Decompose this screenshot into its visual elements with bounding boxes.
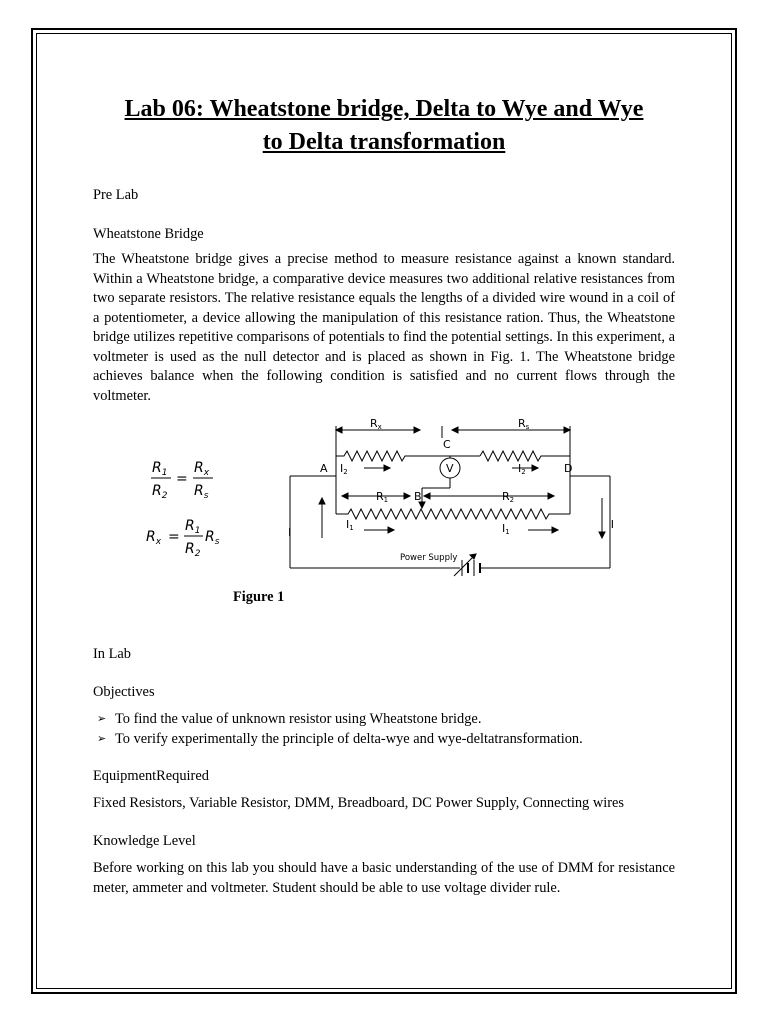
equipment-heading: EquipmentRequired xyxy=(93,768,209,784)
objective-text: To verify experimentally the principle of delta-wye and wye-deltatransformation. xyxy=(115,731,583,747)
r1-label: R1 xyxy=(376,490,389,504)
document-title xyxy=(80,93,688,159)
knowledge-text: Before working on this lab you should have a basic understanding of the use of DMM for resistance meter, ammeter and voltmeter. Student should be able to use voltage divider rule. xyxy=(93,860,675,896)
title-line-1: Lab 06: Wheatstone bridge, Delta to Wye and Wye xyxy=(124,96,644,122)
objectives-list xyxy=(97,709,677,749)
objectives-heading: Objectives xyxy=(93,684,155,700)
eq1-rhs-den: $R_s$ xyxy=(194,483,209,501)
list-item xyxy=(97,729,677,749)
eq1-rhs-num: $R_x$ xyxy=(194,460,210,478)
i1-right-label: I1 xyxy=(502,522,510,536)
eq2-lhs: $R_x$ xyxy=(146,529,162,547)
rx-label: Rx xyxy=(370,417,382,431)
wheatstone-heading: Wheatstone Bridge xyxy=(93,226,204,242)
objective-text: To find the value of unknown resistor using Wheatstone bridge. xyxy=(115,711,482,727)
r2-label: R2 xyxy=(502,490,515,504)
resistor-rx xyxy=(336,451,418,461)
wheatstone-circuit-diagram xyxy=(284,416,616,578)
power-supply-label: Power Supply xyxy=(400,553,458,563)
equipment-text: Fixed Resistors, Variable Resistor, DMM, Breadboard, DC Power Supply, Connecting wires xyxy=(93,795,625,811)
knowledge-heading: Knowledge Level xyxy=(93,833,196,849)
wheatstone-paragraph: The Wheatstone bridge gives a precise method to measure resistance against a known standard. Within a Wheatstone bridge, a comparative device measures two additional relative resistances from two separate resistors. The relative resistance equals the lengths of a divided wire wound in a coil of a potentiometer, a device allowing the manipulation of this resistance ration. Thus, the Wheatstone bridge utilizes repetitive comparisons of potentials to find the potential settings. In this experiment, a voltmeter is used as the null detector and is placed as shown in Fig. 1. The Wheatstone bridge achieves balance when the following condition is satisfied and no current flows through the voltmeter. xyxy=(93,251,675,404)
eq1-equals: = xyxy=(176,471,188,487)
arrow-bullet-icon: ➢ xyxy=(97,732,107,745)
voltmeter-label: V xyxy=(446,462,454,475)
title-line-2: to Delta transformation xyxy=(262,129,506,155)
balance-equations xyxy=(140,458,240,568)
i1-left-label: I1 xyxy=(346,518,354,532)
node-b-label: B xyxy=(414,490,422,503)
battery-icon xyxy=(454,554,480,576)
i-left-label: I xyxy=(288,526,292,539)
list-item xyxy=(97,709,677,729)
eq2-den: $R_2$ xyxy=(185,541,201,559)
node-c-label: C xyxy=(443,438,451,451)
resistor-rs xyxy=(480,451,570,461)
eq1-lhs-den: $R_2$ xyxy=(152,483,168,501)
node-d-label: D xyxy=(564,462,573,475)
eq2-num: $R_1$ xyxy=(185,518,201,536)
arrow-bullet-icon: ➢ xyxy=(97,712,107,725)
eq2-equals: = xyxy=(168,529,180,545)
i2-left-label: I2 xyxy=(340,462,348,476)
node-a-label: A xyxy=(320,462,328,475)
inlab-heading: In Lab xyxy=(93,646,131,662)
rs-label: Rs xyxy=(518,417,530,431)
eq1-lhs-num: $R_1$ xyxy=(152,460,168,478)
figure-caption: Figure 1 xyxy=(233,589,285,605)
eq2-tail: $R_s$ xyxy=(205,529,220,547)
slide-wire-resistor xyxy=(336,509,570,519)
rs-dimension-arrow xyxy=(452,427,570,433)
i2-right-label: I2 xyxy=(518,462,526,476)
i-right-label: I xyxy=(610,518,614,531)
prelab-heading: Pre Lab xyxy=(93,187,139,203)
